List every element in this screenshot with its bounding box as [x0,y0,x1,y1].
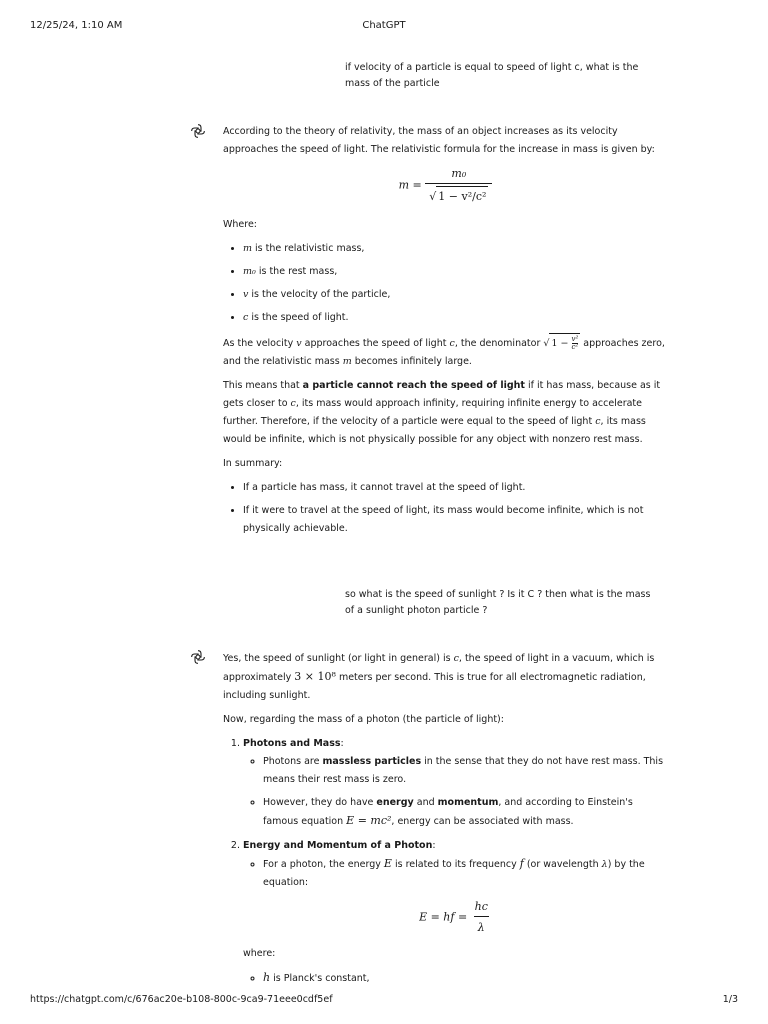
list-item: • c is the speed of light. [243,309,668,327]
assistant-message-1 [223,123,668,544]
list-item: ◦ Photons are massless particles in the sense that they do not have rest mass. This means their rest mass is zero. [263,753,668,789]
sunlight-paragraph: Yes, the speed of sunlight (or light in general) is c, the speed of light in a vacuum, which is approximately 3 × 10⁸ meters per second. This is true for all electromagnetic radiation, including sunlight. [223,653,655,701]
formula-lhs: m [398,178,410,192]
list-item: • If it were to travel at the speed of light, its mass would become infinite, which is not physically achievable. [243,502,668,538]
list-item: • If a particle has mass, it cannot travel at the speed of light. [243,479,668,497]
assistant-message-2 [223,650,668,994]
list-item: ◦ h is Planck's constant, [263,969,668,988]
chatgpt-logo-icon [190,649,206,665]
list-item: 2. Energy and Momentum of a Photon: ◦ For a photon, the energy E is related to its frequency f (or wavelength λ) by the equation: E = hf = $\frac{hc}{\lambda}$ where: ◦ h is Planck's constant, [243,837,668,988]
relativistic-mass-formula: m = $\frac{\text{m₀}}{\text{√ 1 − v²/c²}}$ [223,165,668,206]
list-item: • v is the velocity of the particle, [243,286,668,304]
chatgpt-logo-icon [190,123,206,139]
photon-energy-formula: E = hf = $\frac{hc}{\lambda}$ [243,898,668,937]
summary-list [223,479,668,538]
list-item: • m is the relativistic mass, [243,240,668,258]
list-item: 1. Photons and Mass: ◦ Photons are massless particles in the sense that they do not have rest mass. This means their rest mass is zero. ◦ However, they do have energy and momentum, and according to Einstein's famous equation E = mc², energy can be associated with mass. [243,735,668,831]
list-item: ◦ For a photon, the energy E is related to its frequency f (or wavelength λ) by the equation: [263,855,668,892]
where-label: where: [243,948,276,959]
user-message-2: so what is the speed of sunlight ? Is it C ? then what is the mass of a sunlight photon particle ? [345,589,651,616]
user-message-1: if velocity of a particle is equal to speed of light c, what is the mass of the particle [345,62,639,89]
header-date: 12/25/24, 1:10 AM [30,20,123,31]
photon-list [223,735,668,988]
summary-label: In summary: [223,458,283,469]
list-item: • m₀ is the rest mass, [243,263,668,281]
means-paragraph: This means that a particle cannot reach the speed of light if it has mass, because as it gets closer to c, its mass would approach infinity, requiring infinite energy to accelerate further. Therefore, if the velocity of a particle were equal to the speed of light c, its mass would be infinite, which is not physically possible for any object with nonzero rest mass. [223,380,661,445]
formula-denominator: 1 − v²/c² [436,186,488,206]
definitions-list [223,240,668,327]
formula-eq: = [412,178,422,192]
list-item: ◦ However, they do have energy and momentum, and according to Einstein's famous equation E = mc², energy can be associated with mass. [263,794,668,831]
formula-numerator: m₀ [451,167,467,180]
answer-intro: According to the theory of relativity, the mass of an object increases as its velocity approaches the speed of light. The relativistic formula for the increase in mass is given by: [223,126,655,155]
footer-page-number: 1/3 [722,994,738,1005]
where-label: Where: [223,219,258,230]
velocity-paragraph: As the velocity v approaches the speed of light c, the denominator √ 1 − $\frac{\text{v²}}{\text{c²}}$ approaches zero, and the relativistic mass m becomes infinitely large. [223,335,665,367]
photon-mass-intro: Now, regarding the mass of a photon (the particle of light): [223,714,504,725]
footer-url: https://chatgpt.com/c/676ac20e-b108-800c-9ca9-71eee0cdf5ef [30,994,333,1005]
header-title: ChatGPT [362,20,406,31]
